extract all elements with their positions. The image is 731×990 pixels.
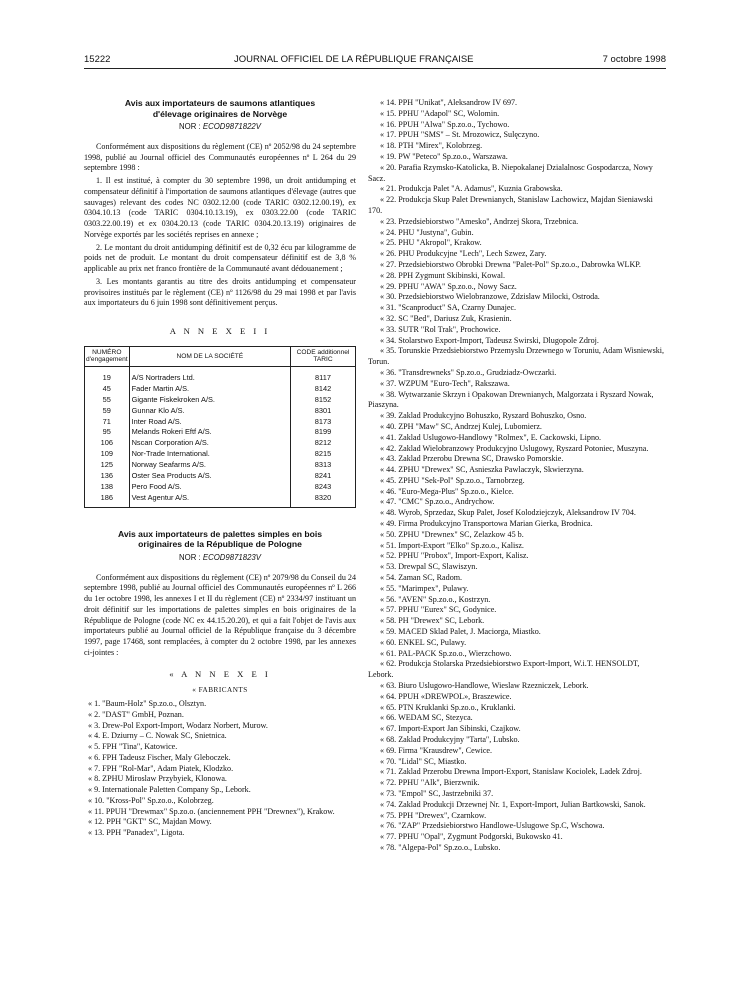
list-item: « 46. "Euro-Mega-Plus" Sp.zo.o., Kielce.	[380, 486, 514, 496]
engagement-number: 138	[85, 482, 130, 493]
issue-date: 7 octobre 1998	[602, 54, 666, 65]
list-item: « 75. PPH "Drewex", Czarnkow.	[380, 810, 487, 820]
company-name: Norway Seafarms A/S.	[129, 460, 290, 471]
company-name: Vest Agentur A/S.	[129, 493, 290, 507]
list-item: « 41. Zaklad Uslugowo-Handlowy "Rolmex", E. Cackowski, Lipno.	[380, 432, 602, 442]
list-item: « 5. FPH "Tina", Katowice.	[88, 742, 178, 752]
list-item: « 9. Internationale Paletten Company Sp., Lebork.	[88, 785, 251, 795]
table-row	[85, 460, 356, 471]
list-item: « 33. SUTR "Rol Trak", Prochowice.	[380, 324, 501, 334]
notice2-title-line2: originaires de la République de Pologne	[138, 539, 302, 550]
list-item: « 62. Produkcja Stolarska Przedsiebiorstwo Export-Import, W.i.T. HENSOLDT, Lebork.	[368, 659, 640, 680]
list-item: « 37. WZPUM "Euro-Tech", Rakszawa.	[380, 378, 510, 388]
company-name: Nor-Trade International.	[129, 449, 290, 460]
annex-i-heading: « A N N E X E I	[169, 668, 271, 679]
taric-code: 8301	[291, 406, 356, 417]
list-item: « 2. "DAST" GmbH, Poznan.	[88, 709, 184, 719]
list-item: « 47. "CMC" Sp.zo.o., Andrychow.	[380, 497, 495, 507]
company-name: Inter Road A/S.	[129, 417, 290, 428]
engagement-number: 109	[85, 449, 130, 460]
list-item: « 38. Wytwarzanie Skrzyn i Opakowan Drewnianych, Malgorzata i Ryszard Nowak, Piaszyna.	[368, 389, 654, 410]
engagement-number: 186	[85, 493, 130, 507]
list-item: « 60. ENKEL SC, Pulawy.	[380, 637, 467, 647]
notice1-nor	[84, 122, 356, 133]
journal-title: JOURNAL OFFICIEL DE LA RÉPUBLIQUE FRANÇAISE	[234, 54, 474, 65]
company-name: Nscan Corporation A/S.	[129, 438, 290, 449]
list-item: « 3. Drew-Pol Export-Import, Wodarz Norbert, Murow.	[88, 720, 268, 730]
table-row	[85, 449, 356, 460]
list-item: « 28. PPH Zygmunt Skibinski, Kowal.	[380, 270, 506, 280]
engagement-number: 106	[85, 438, 130, 449]
nor-code: ECOD9871822V	[202, 122, 261, 131]
list-item: « 31. "Scanproduct" SA, Czarny Dunajec.	[380, 303, 517, 313]
list-item: « 68. Zaklad Produkcyjny "Tarta", Lubsko.	[380, 735, 520, 745]
list-item: « 44. ZPHU "Drewex" SC, Asnieszka Pawlaczyk, Skwierzyna.	[380, 465, 584, 475]
list-item: « 40. ZPH "Maw" SC, Andrzej Kulej, Lubomierz.	[380, 421, 542, 431]
list-item: « 69. Firma "Krausdrew", Cewice.	[380, 745, 493, 755]
fabricants-list-left	[84, 699, 356, 839]
list-item: « 71. Zaklad Przerobu Drewna Import-Export, Stanislaw Kociolek, Ladek Zdroj.	[380, 767, 642, 777]
list-item: « 13. PPH "Panadex", Ligota.	[88, 828, 185, 838]
notice1-title-line1: Avis aux importateurs de saumons atlantiques	[124, 98, 316, 108]
list-item: « 6. FPH Tadeusz Fischer, Maly Gleboczek.	[88, 752, 231, 762]
list-item: « 58. PH "Drewex" SC, Lebork.	[380, 616, 485, 626]
notice2-nor	[84, 553, 356, 564]
engagement-table	[84, 346, 356, 508]
list-item: « 54. Zaman SC, Radom.	[380, 573, 463, 583]
list-item: « 18. PTH "Mirex", Kolobrzeg.	[380, 141, 483, 151]
list-item: « 24. PHU "Justyna", Gubin.	[380, 227, 474, 237]
engagement-number: 95	[85, 427, 130, 438]
list-item: « 53. Drewpal SC, Slawiszyn.	[380, 562, 478, 572]
taric-code: 8313	[291, 460, 356, 471]
list-item: « 63. Biuro Uslugowo-Handlowe, Wieslaw Rzezniczek, Lebork.	[380, 681, 589, 691]
col-taric: CODE additionnel TARIC	[291, 346, 356, 366]
list-item: « 14. PPH "Unikat", Aleksandrow IV 697.	[380, 98, 518, 107]
engagement-number: 59	[85, 406, 130, 417]
list-item: « 42. Zaklad Wielobranzowy Produkcyjno Uslugowy, Ryszard Potoniec, Muszyna.	[380, 443, 649, 453]
table-row	[85, 417, 356, 428]
taric-code: 8142	[291, 384, 356, 395]
list-item: « 22. Produkcja Skup Palet Drewnianych, Stanislaw Lachowicz, Majdan Sieniawski 170.	[368, 195, 653, 215]
table-row	[85, 395, 356, 406]
notice1-title-line2: d'élevage originaires de Norvège	[152, 108, 288, 119]
table-row	[85, 482, 356, 493]
notice1-paragraph: 1. Il est institué, à compter du 30 septembre 1998, un droit antidumping et compensateur définitif à l'importation de saumons atlantiques d'élevage (autres que sauvages) relevant des codes NC 0302.12.00 (code TARIC 0302.12.00.19), ex 0304.10.13 (code TARIC 0304.10.13.19), ex 0303.22.00 (code TARIC 0303.22.00.19) et ex 0304.20.13 (code TARIC 0304.20.13.19) originaires de Norvège exportés par les sociétés reprises en annexe ;	[84, 176, 356, 239]
list-item: « 56. "AVEN" Sp.zo.o., Kostrzyn.	[380, 594, 491, 604]
col-company: NOM DE LA SOCIÉTÉ	[129, 346, 290, 366]
list-item: « 65. PTN Kruklanki Sp.zo.o., Kruklanki.	[380, 702, 516, 712]
list-item: « 36. "Transdrewneks" Sp.zo.o., Grudziadz-Owczarki.	[380, 367, 557, 377]
engagement-number: 136	[85, 471, 130, 482]
right-column	[368, 98, 666, 854]
list-item: « 50. ZPHU "Drewnex" SC, Zelazkow 45 b.	[380, 529, 524, 539]
table-row	[85, 427, 356, 438]
table-row	[85, 366, 356, 383]
table-row	[85, 471, 356, 482]
list-item: « 59. MACED Sklad Palet, J. Maciorga, Miastko.	[380, 627, 541, 637]
company-name: Gigante Fiskekroken A/S.	[129, 395, 290, 406]
list-item: « 57. PPHU "Eurex" SC, Godynice.	[380, 605, 497, 615]
nor-label: NOR :	[179, 552, 201, 562]
list-item: « 64. PPUH «DREWPOL», Braszewice.	[380, 691, 512, 701]
taric-code: 8173	[291, 417, 356, 428]
table-row	[85, 384, 356, 395]
list-item: « 1. "Baum-Holz" Sp.zo.o., Olsztyn.	[88, 699, 207, 709]
list-item: « 76. "ZAP" Przedsiebiorstwo Handlowe-Uslugowe Sp.C, Wschowa.	[380, 821, 605, 831]
fabricants-heading: « FABRICANTS	[192, 686, 248, 695]
table-row	[85, 406, 356, 417]
taric-code: 8215	[291, 449, 356, 460]
taric-code: 8243	[291, 482, 356, 493]
list-item: « 27. Przedsiebiorstwo Obrobki Drewna "Palet-Pol" Sp.zo.o., Dabrowka WLKP.	[380, 259, 641, 269]
nor-code: ECOD9871823V	[202, 552, 261, 562]
taric-code: 8320	[291, 493, 356, 507]
list-item: « 4. E. Dziurny – C. Nowak SC, Snietnica.	[88, 731, 227, 741]
list-item: « 49. Firma Produkcyjno Transportowa Marian Gierka, Brodnica.	[380, 519, 593, 529]
list-item: « 23. Przedsiebiorstwo "Amesko", Andrzej Skora, Trzebnica.	[380, 216, 579, 226]
list-item: « 48. Wyrob, Sprzedaz, Skup Palet, Josef Kolodziejczyk, Aleksandrow IV 704.	[380, 508, 636, 518]
notice1-paragraph: Conformément aux dispositions du règlement (CE) nº 2052/98 du 24 septembre 1998, publié au Journal officiel des Communautés européennes nº L 264 du 29 septembre 1998 :	[84, 141, 356, 173]
list-item: « 26. PHU Produkcyjne "Lech", Lech Szwez, Zary.	[380, 249, 547, 259]
taric-code: 8117	[291, 366, 356, 383]
list-item: « 39. Zaklad Produkcyjno Bohuszko, Ryszard Bohuszko, Osno.	[380, 411, 587, 421]
page-header	[84, 54, 666, 69]
company-name: Gunnar Klo A/S.	[129, 406, 290, 417]
list-item: « 45. ZPHU "Sek-Pol" Sp.zo.o., Tarnobrzeg.	[380, 475, 525, 485]
list-item: « 55. "Marimpex", Pulawy.	[380, 583, 469, 593]
taric-code: 8212	[291, 438, 356, 449]
list-item: « 73. "Empol" SC, Jastrzebniki 37.	[380, 789, 494, 798]
company-name: Pero Food A/S.	[129, 482, 290, 493]
col-engagement: NUMÉRO d'engagement	[85, 346, 130, 366]
list-item: « 19. PW "Peteco" Sp.zo.o., Warszawa.	[380, 151, 508, 161]
list-item: « 20. Parafia Rzymsko-Katolicka, B. Niepokalanej Dzialalnosc Gospodarcza, Nowy Sacz.	[368, 162, 653, 183]
list-item: « 17. PPUH "SMS" – St. Mrozowicz, Sulęczyno.	[380, 130, 540, 140]
list-item: « 7. FPH "Rol-Mar", Adam Piatek, Klodzko.	[88, 763, 234, 773]
list-item: « 11. PPUH "Drewmax" Sp.zo.o. (anciennement PPH "Drewnex"), Krakow.	[88, 806, 335, 816]
notice1-paragraph: 2. Le montant du droit antidumping définitif est de 0,32 écu par kilogramme de poids net de produit. Le montant du droit compensateur définitif est de 3,8 % applicable au prix net franco frontière de la Communauté avant dédouanement ;	[84, 242, 356, 273]
list-item: « 51. Import-Export "Elko" Sp.zo.o., Kalisz.	[380, 540, 524, 550]
company-name: Oster Sea Products A/S.	[129, 471, 290, 482]
list-item: « 78. "Algepa-Pol" Sp.zo.o., Lubsko.	[380, 842, 501, 852]
left-column	[84, 98, 356, 839]
taric-code: 8241	[291, 471, 356, 482]
nor-label: NOR :	[179, 122, 201, 131]
engagement-number: 125	[85, 460, 130, 471]
notice1-title	[84, 98, 356, 119]
list-item: « 61. PAL-PACK Sp.zo.o., Wierzchowo.	[380, 648, 512, 658]
annex-ii-heading: A N N E X E I I	[169, 326, 271, 336]
list-item: « 67. Import-Export Jan Sibinski, Czajkow.	[380, 724, 521, 734]
list-item: « 72. PPHU "Alk", Bierzwnik.	[380, 778, 480, 788]
engagement-number: 45	[85, 384, 130, 395]
notice2-title	[84, 529, 356, 550]
notice2-title-line1: Avis aux importateurs de palettes simples en bois	[117, 528, 323, 539]
company-name: A/S Nortraders Ltd.	[129, 366, 290, 383]
company-name: Melands Rokeri Eftf A/S.	[129, 427, 290, 438]
table-row	[85, 438, 356, 449]
table-header-row	[85, 346, 356, 366]
list-item: « 70. "Lidal" SC, Miastko.	[380, 756, 467, 766]
list-item: « 16. PPUH "Alwa" Sp.zo.o., Tychowo.	[380, 119, 510, 129]
list-item: « 10. "Kross-Pol" Sp.zo.o., Kolobrzeg.	[88, 795, 214, 805]
notice2-paragraph: Conformément aux dispositions du règlement (CE) nº 2079/98 du Conseil du 24 septembre 1998, publié au Journal officiel des Communautés européennes nº L 266 du 1er octobre 1998, les annexes I et II du règlement (CE) nº 2334/97 instituant un droit définitif sur les importations de palettes simples en bois originaires de la République de Pologne (code NC ex 44.15.20.20), et qui a fait l'objet de l'avis aux importateurs publié au Journal officiel de la République française du 3 décembre 1997, page 17468, sont remplacées, à compter du 2 octobre 1998, par les annexes ci-jointes :	[84, 572, 356, 657]
list-item: « 43. Zaklad Przerobu Drewna SC, Drawsko Pomorskie.	[380, 454, 564, 464]
list-item: « 30. Przedsiebiorstwo Wielobranzowe, Zdzislaw Milocki, Ostroda.	[380, 292, 600, 302]
taric-code: 8199	[291, 427, 356, 438]
page-number: 15222	[84, 54, 111, 65]
list-item: « 8. ZPHU Miroslaw Przybyiek, Klonowa.	[88, 774, 227, 784]
list-item: « 74. Zaklad Produkcji Drzewnej Nr. 1, Export-Import, Julian Bartkowski, Sanok.	[380, 799, 646, 809]
table-row	[85, 493, 356, 507]
list-item: « 35. Torunskie Przedsiebiorstwo Przemyslu Drzewnego w Toruniu, Adam Wisniewski, Torun.	[368, 346, 665, 367]
engagement-number: 71	[85, 417, 130, 428]
list-item: « 12. PPH "GKT" SC, Majdan Mowy.	[88, 817, 212, 827]
list-item: « 15. PPHU "Adapol" SC, Wolomin.	[380, 108, 500, 118]
list-item: « 21. Produkcja Palet "A. Adamus", Kuznia Grabowska.	[380, 184, 563, 194]
engagement-number: 19	[85, 366, 130, 383]
list-item: « 34. Stolarstwo Export-Import, Tadeusz Swirski, Dlugopole Zdroj.	[380, 335, 599, 345]
list-item: « 29. PPHU "AWA" Sp.zo.o., Nowy Sacz.	[380, 281, 517, 291]
list-item: « 66. WEDAM SC, Stezyca.	[380, 713, 473, 723]
list-item: « 52. PPHU "Probox", Import-Export, Kalisz.	[380, 551, 529, 561]
notice1-paragraph: 3. Les montants garantis au titre des droits antidumping et compensateur provisoires institués par le règlement (CE) nº 1126/98 du 29 mai 1998 et par l'avis aux importateurs du 6 juin 1998 sont définitivement perçus.	[84, 276, 356, 308]
engagement-number: 55	[85, 395, 130, 406]
list-item: « 77. PPHU "Opal", Zygmunt Podgorski, Bukowsko 41.	[380, 832, 563, 842]
list-item: « 32. SC "Bed", Dariusz Zuk, Krasienin.	[380, 313, 512, 323]
taric-code: 8152	[291, 395, 356, 406]
list-item: « 25. PHU "Akropol", Krakow.	[380, 238, 482, 248]
company-name: Fader Martin A/S.	[129, 384, 290, 395]
